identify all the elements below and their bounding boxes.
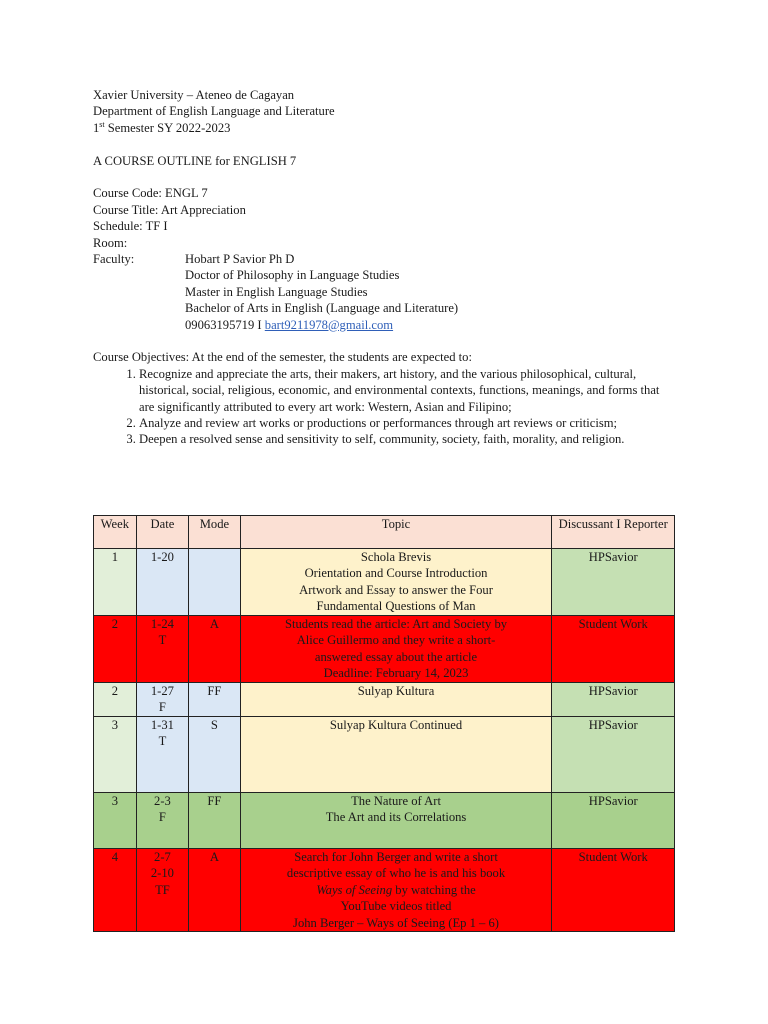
course-room: Room: — [93, 235, 128, 250]
cell-week: 3 — [94, 717, 137, 793]
cell-topic: Students read the article: Art and Society by Alice Guillermo and they write a short- answered essay about the article Deadline: February 14, 2023 — [240, 616, 552, 683]
table-header-row — [94, 516, 675, 549]
semester-line: 1st Semester SY 2022-2023 — [93, 119, 231, 135]
header-discussant: Discussant I Reporter — [552, 516, 675, 549]
cell-week: 4 — [94, 849, 137, 932]
outline-title: A COURSE OUTLINE for ENGLISH 7 — [93, 153, 297, 168]
cell-mode: FF — [189, 683, 240, 717]
faculty-block — [93, 251, 675, 333]
cell-mode: FF — [189, 793, 240, 849]
faculty-phone: 09063195719 I — [185, 317, 265, 332]
cell-date: 1-20 — [136, 549, 189, 616]
objective-item: 2. Analyze and review art works or productions or performances through art reviews or criticism; — [139, 415, 675, 431]
cell-topic: The Nature of Art The Art and its Correlations — [240, 793, 552, 849]
cell-mode — [189, 549, 240, 616]
header-week: Week — [94, 516, 137, 549]
university-name: Xavier University – Ateneo de Cagayan — [93, 88, 295, 102]
cell-topic: Schola Brevis Orientation and Course Introduction Artwork and Essay to answer the Four Fundamental Questions of Man — [240, 549, 552, 616]
faculty-name: Hobart P Savior Ph D — [185, 252, 295, 267]
cell-date: 1-24 T — [136, 616, 189, 683]
faculty-contact — [185, 317, 675, 333]
cell-discussant: HPSavior — [552, 793, 675, 849]
table-row — [94, 549, 675, 616]
cell-mode: A — [189, 849, 240, 932]
cell-date: 1-31 T — [136, 717, 189, 793]
cell-topic: Search for John Berger and write a short descriptive essay of who he is and his book Ways of Seeing by watching the YouTube videos titled John Berger – Ways of Seeing (Ep 1 – 6) — [240, 849, 552, 932]
cell-mode: S — [189, 717, 240, 793]
document-header — [93, 87, 675, 448]
objectives-intro: Course Objectives: At the end of the semester, the students are expected to: — [93, 350, 472, 365]
header-mode: Mode — [189, 516, 240, 549]
faculty-degree: Doctor of Philosophy in Language Studies — [185, 268, 400, 283]
cell-date: 2-7 2-10 TF — [136, 849, 189, 932]
cell-discussant: HPSavior — [552, 683, 675, 717]
objective-item: 1. Recognize and appreciate the arts, their makers, art history, and the various philosophical, cultural, historical, social, religious, economic, and environmental contexts, functions, meanings, and forms that are significantly attributed to every art work: Western, Asian and Filipino; — [139, 366, 675, 415]
cell-week: 3 — [94, 793, 137, 849]
course-schedule: Schedule: TF I — [93, 219, 168, 234]
header-topic: Topic — [240, 516, 552, 549]
cell-discussant: Student Work — [552, 849, 675, 932]
cell-discussant: Student Work — [552, 616, 675, 683]
cell-date: 2-3 F — [136, 793, 189, 849]
table-row — [94, 717, 675, 793]
objective-item: 3. Deepen a resolved sense and sensitivity to self, community, society, faith, morality, and religion. — [139, 431, 675, 447]
faculty-degree: Master in English Language Studies — [185, 284, 368, 299]
cell-topic: Sulyap Kultura — [240, 683, 552, 717]
cell-week: 2 — [94, 683, 137, 717]
cell-discussant: HPSavior — [552, 549, 675, 616]
header-date: Date — [136, 516, 189, 549]
faculty-degree: Bachelor of Arts in English (Language and Literature) — [185, 301, 459, 316]
cell-mode: A — [189, 616, 240, 683]
department-name: Department of English Language and Literature — [93, 104, 335, 119]
faculty-email-link[interactable]: bart9211978@gmail.com — [264, 317, 394, 332]
course-code: Course Code: ENGL 7 — [93, 186, 208, 201]
cell-topic: Sulyap Kultura Continued — [240, 717, 552, 793]
table-row — [94, 683, 675, 717]
cell-date: 1-27 F — [136, 683, 189, 717]
course-title: Course Title: Art Appreciation — [93, 202, 246, 217]
schedule-table — [93, 515, 675, 932]
table-row — [94, 793, 675, 849]
cell-discussant: HPSavior — [552, 717, 675, 793]
table-row — [94, 616, 675, 683]
cell-week: 1 — [94, 549, 137, 616]
cell-week: 2 — [94, 616, 137, 683]
objectives-list — [93, 366, 675, 448]
table-row — [94, 849, 675, 932]
faculty-label: Faculty: — [93, 252, 135, 267]
